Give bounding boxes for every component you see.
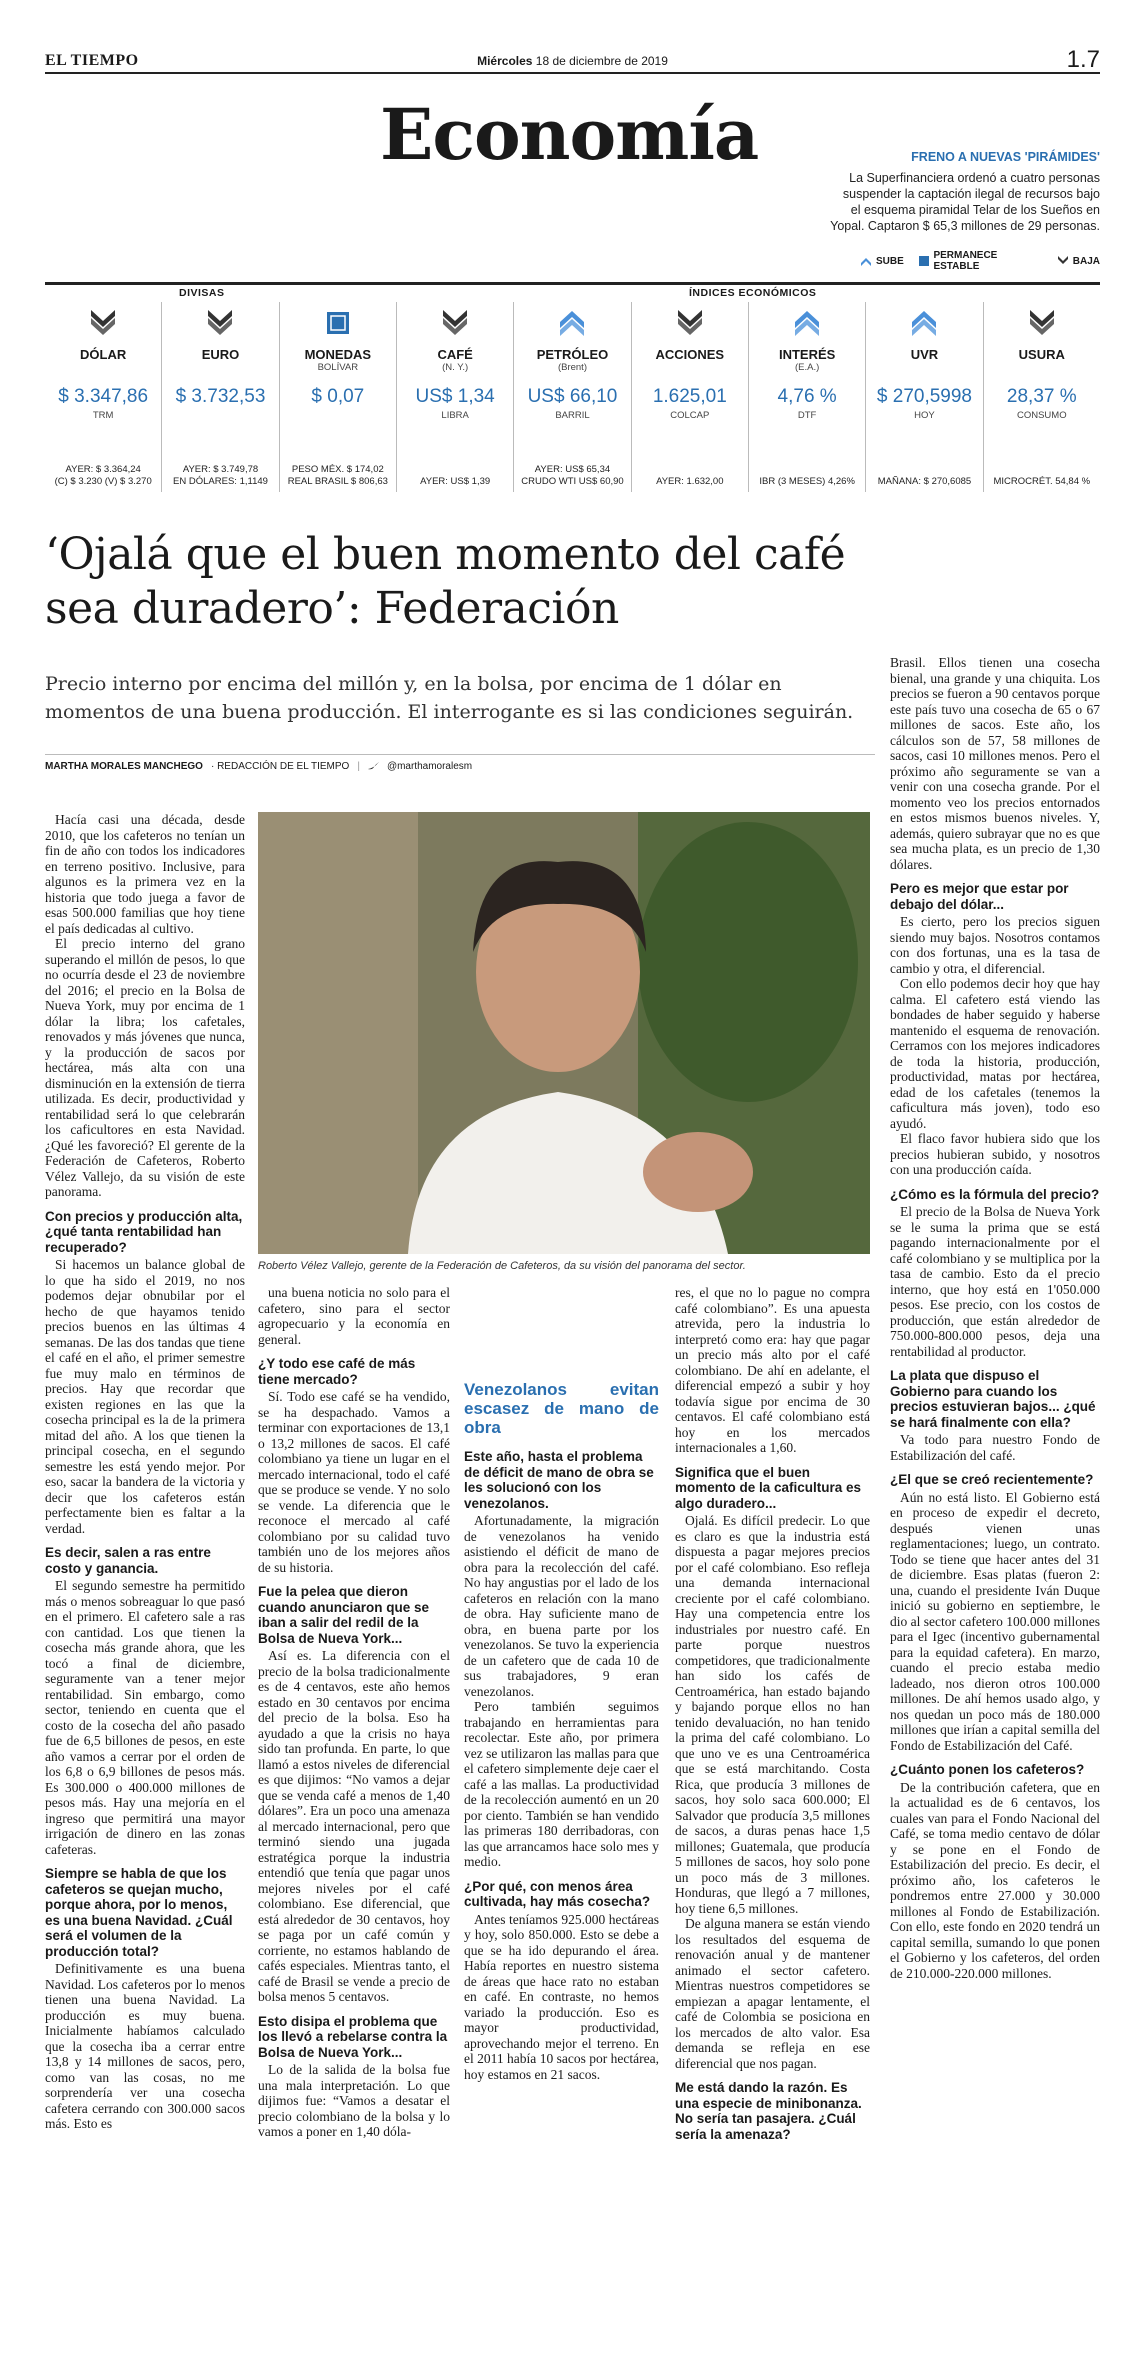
indicator-3 xyxy=(397,302,514,492)
interview-question: Siempre se habla de que los cafeteros se quejan mucho, porque ahora, por lo menos, es una buena Navidad. ¿Cuál será el volumen de la producción total? xyxy=(45,1866,233,1959)
body-paragraph: De la contribución cafetera, que en la actualidad es de 6 centavos, los cuales van para el Fondo Nacional del Café, se toma medio centavo de dólar y se pone en el Fondo de Estabilización del precio. Es decir, el próximo año, los cafeteros le pondremos entre 27.000 y 30.000 millones al Fondo de Estabilización. Con ello, este fondo en 2020 tendrá un capital semilla, sumando lo que ponen el Gobierno y los cafeteros, del orden de 210.000-220.000 millones. xyxy=(890,1779,1100,1981)
indicator-unit: DTF xyxy=(797,410,817,421)
indicator-subtitle xyxy=(632,362,748,374)
indicator-foot-line: MICROCRÉT. 54,84 % xyxy=(993,476,1091,487)
indicator-value: 1.625,01 xyxy=(652,386,727,407)
body-paragraph: Ojalá. Es difícil predecir. Lo que es claro es que la industria está dispuesta a pagar mejores precios por el café colombiano. Eso refleja una demanda internacional creciente por el café colombiano. Hay una competencia entre los industriales por nuestro café. En parte porque nuestros competidores, que tradicionalmente han sido los cafés de Centroamérica, han estado bajando y bajando porque ellos no han tenido devaluación, no han tenido la prima del café colombiano. Lo que uno ve es una Centroamérica que se está marchitando. Costa Rica, que producía 3 millones de sacos, hoy solo saca 600.000; El Salvador que producía 3,5 millones de sacos, a duras penas hace 1,5 millones; Guatemala, que producía 5 millones de sacos, hoy solo pone un poco más de 3 millones. Honduras, que llegó a 7 millones, hoy tiene 6,5 millones. xyxy=(675,1513,870,1916)
byline-author: MARTHA MORALES MANCHEGO xyxy=(45,761,203,772)
body-paragraph: Es cierto, pero los precios siguen siendo muy bajos. Nosotros contamos con dos fortunas, una es la tasa de cambio y otra, el diferencial. xyxy=(890,914,1100,976)
indicator-foot-line: AYER: $ 3.749,78 xyxy=(182,464,259,475)
indicator-unit: COLCAP xyxy=(670,410,710,421)
interview-question: Fue la pelea que dieron cuando anunciaron que se iban a salir del redil de la Bolsa de Nueva York... xyxy=(258,1584,430,1646)
indicator-foot-line: REAL BRASIL $ 806,63 xyxy=(287,476,388,487)
article-column-1 xyxy=(45,812,245,2132)
news-brief xyxy=(830,150,1100,234)
twitter-icon xyxy=(368,761,379,771)
interview-question: Este año, hasta el problema de déficit de mano de obra se les solucionó con los venezolanos. xyxy=(464,1449,654,1511)
page-date xyxy=(45,54,1100,68)
indicator-name: USURA xyxy=(1018,347,1065,362)
body-paragraph: Va todo para nuestro Fondo de Estabilización del café. xyxy=(890,1432,1100,1463)
indicator-value: 28,37 % xyxy=(1006,386,1077,407)
indicator-value: $ 3.347,86 xyxy=(58,386,149,407)
article-column-5 xyxy=(890,655,1100,1981)
indicator-5 xyxy=(632,302,749,492)
indicator-name: INTERÉS xyxy=(778,347,836,362)
body-paragraph: El segundo semestre ha permitido más o menos sobreaguar lo que pasó en el primero. El cafetero sale a ras con cantidad. Los que tienen la cosecha más grande ahora, que les tocó a final de diciembre, seguramente van a tener mejor rentabilidad. Sin embargo, como sector, teniendo en cuenta que el costo de la cosecha del año pasado fue de 6,5 billones de pesos, en este año vamos a cerrar por el orden de los 6,8 o 6,9 billones de pesos más. Es 300.000 o 400.000 millones de pesos más. Hay una mejoría en el ingreso que permitirá una mayor irrigación de dinero en las zonas cafeteras. xyxy=(45,1578,245,1857)
body-paragraph: Antes teníamos 925.000 hectáreas y hoy, solo 850.000. Esto se debe a que se ha ido depurando el área. Había reportes en nuestro sistema de áreas que hace rato no estaban en café. En contraste, no hemos variado la producción. Eso es mayor productividad, aprovechando mejor el terreno. En el 2011 había 10 sacos por hectárea, hoy estamos en 21 sacos. xyxy=(464,1911,659,2082)
indicator-name: CAFÉ xyxy=(437,347,473,362)
indicator-value: US$ 66,10 xyxy=(527,386,618,407)
interview-question: ¿Cómo es la fórmula del precio? xyxy=(890,1186,1100,1202)
indicator-unit: CONSUMO xyxy=(1016,410,1067,421)
interview-question: Es decir, salen a ras entre costo y ganancia. xyxy=(45,1545,211,1576)
legend-up: SUBE xyxy=(860,250,904,272)
brief-title: FRENO A NUEVAS 'PIRÁMIDES' xyxy=(911,150,1100,164)
indicator-foot-line: AYER: $ 3.364,24 xyxy=(65,464,141,475)
arrow-up-icon xyxy=(793,308,821,338)
body-paragraph: Aún no está listo. El Gobierno está en proceso de expedir el decreto, después vienen unas reglamentaciones; luego, un contrato. Todo se tiene que hacer antes del 31 de diciembre. Esas platas (fueron 2: una, cuando el presidente Iván Duque inició su gobierno en septiembre, le dio al sector cafetero 100.000 millones para el Igec (incentivo gubernamental para la equidad cafetera). En marzo, cuando el precio estaba medio ladeado, nos dieron otros 100.000 millones. De ahí hemos usado algo, y nos quedan un poco más de 180.000 millones que irían a capital semilla del Fondo de Estabilización del Café. xyxy=(890,1489,1100,1753)
interview-photo xyxy=(258,812,870,1254)
interview-question: Significa que el buen momento de la caficultura es algo duradero... xyxy=(675,1464,862,1511)
indicator-subtitle: (E.A.) xyxy=(794,362,820,373)
indicator-subtitle xyxy=(162,362,278,374)
indicator-footnote xyxy=(988,476,1096,488)
interview-question: Me está dando la razón. Es una especie de minibonanza. No sería tan pasajera. ¿Cuál sería la amenaza? xyxy=(675,2080,862,2142)
legend-stable: PERMANECE ESTABLE xyxy=(918,250,1043,272)
indicator-row xyxy=(45,302,1100,492)
brief-body: La Superfinanciera ordenó a cuatro personas suspender la captación ilegal de recursos bajo el esquema piramidal Telar de los Sueños en Yopal. Captaron $ 65,3 millones de 29 personas. xyxy=(830,171,1100,233)
photo-caption: Roberto Vélez Vallejo, gerente de la Federación de Cafeteros, da su visión del panorama del sector. xyxy=(258,1260,746,1272)
indicator-unit: LIBRA xyxy=(441,410,469,421)
section-title: Economía xyxy=(380,93,759,176)
masthead xyxy=(45,46,1100,74)
indicator-footnote xyxy=(166,464,274,488)
indicator-footnote xyxy=(870,476,978,488)
body-paragraph: Brasil. Ellos tienen una cosecha bienal, una grande y una chiquita. Los precios se fueron a 90 centavos porque este país tuvo una cosecha de 65 o 67 millones de sacos. Este año, los cálculos son de 57, 58 millones de sacos, casi 10 millones menos. Pero el próximo año seguramente se van a venir con una cosecha grande. Por el momento veo los precios entornados en estos mismos buenos niveles. Y, además, quiero subrayar que no es que sea mucha plata, es un precio de 1,30 dólares. xyxy=(890,655,1100,872)
indicator-foot-line: CRUDO WTI US$ 60,90 xyxy=(521,476,624,487)
indices-heading: ÍNDICES ECONÓMICOS xyxy=(683,287,822,299)
trend-legend xyxy=(860,250,1100,272)
interview-question: La plata que dispuso el Gobierno para cuando los precios estuvieran bajos... ¿qué se hará finalmente con ella? xyxy=(890,1368,1096,1430)
arrow-down-icon xyxy=(441,308,469,338)
indicator-value: US$ 1,34 xyxy=(415,386,495,407)
indicator-unit: BARRIL xyxy=(555,410,590,421)
article-column-2 xyxy=(258,1285,450,2140)
body-paragraph: res, el que no lo pague no compra café colombiano”. Es una apuesta atrevida, pero la industria lo interpretó como era: hay que pagar un precio más alto por el café colombiano. De ahí en adelante, el diferencial empezó a subir y hoy todavía sigue por encima de 30 centavos. El café colombiano está hoy en los mercados internacionales a 1,60. xyxy=(675,1285,870,1455)
indicator-value: $ 270,5998 xyxy=(876,386,972,407)
indicator-foot-line: MAÑANA: $ 270,6085 xyxy=(877,476,972,487)
indicator-subtitle xyxy=(866,362,982,374)
indicator-7 xyxy=(866,302,983,492)
arrow-down-icon xyxy=(1028,308,1056,338)
indicator-name: UVR xyxy=(910,347,939,362)
article-column-3 xyxy=(464,1380,659,2082)
indicator-name: DÓLAR xyxy=(80,347,127,362)
article-headline: ‘Ojalá que el buen momento del café sea duradero’: Federación xyxy=(45,529,846,634)
interview-question: ¿Por qué, con menos área cultivada, hay más cosecha? xyxy=(464,1878,651,1909)
indicator-foot-line: AYER: US$ 1,39 xyxy=(420,476,491,487)
interview-question: Esto disipa el problema que los llevó a rebelarse contra la Bolsa de Nueva York... xyxy=(258,2013,448,2060)
indicator-subtitle xyxy=(45,362,161,374)
interview-question: ¿El que se creó recientemente? xyxy=(890,1472,1094,1487)
body-paragraph: El precio de la Bolsa de Nueva York se le suma la prima que se está pagando internacionalmente por el café colombiano y se multiplica por la tasa de cambio. Esto da el precio interno, que hoy está en 1'050.000 pesos. Ese precio, con los costos de producción, que están alrededor de 750.000-800.000 pesos, deja una rentabilidad al productor. xyxy=(890,1204,1100,1359)
indicator-unit: HOY xyxy=(914,410,935,421)
byline-handle: @marthamoralesm xyxy=(386,761,473,772)
body-paragraph: una buena noticia no solo para el cafetero, sino para el sector agropecuario y la economía en general. xyxy=(258,1285,450,1347)
indicator-footnote xyxy=(401,476,509,488)
body-paragraph: Si hacemos un balance global de lo que ha sido el 2019, no nos podemos dejar obnubilar por el hecho de que hayamos tenido precios buenos en las últimas 4 semanas. De las dos tandas que tiene el café en el año, el primer semestre fue muy malo en términos de precios. Hay que recordar que existen regiones en las que la cosecha principal es la de la primera mitad del año. A los que tienen la principal cosecha, en el segundo semestre les está yendo mejor. Por eso, sacar la bandera de la victoria y decir que los cafeteros están perfectamente bien es faltar a la verdad. xyxy=(45,1257,245,1536)
indicator-4 xyxy=(514,302,631,492)
arrow-up-icon xyxy=(558,308,586,338)
indicator-footnote xyxy=(636,476,744,488)
indicator-subtitle xyxy=(984,362,1100,374)
indicator-value: $ 0,07 xyxy=(311,386,365,407)
indicator-foot-line: (C) $ 3.230 (V) $ 3.270 xyxy=(54,476,152,487)
indicator-0 xyxy=(45,302,162,492)
body-paragraph: Sí. Todo ese café se ha vendido, se ha despachado. Vamos a terminar con exportaciones de 13,1 o 13,2 millones de sacos. El café colombiano ya tiene un lugar en el mercado internacional, todo el café que se produce se vende. Y no solo se vende. La diferencia que le reconoce el mercado al café colombiano por su calidad tuvo también uno de los mejores años de su historia. xyxy=(258,1389,450,1575)
indicator-footnote xyxy=(284,464,392,488)
interview-question: ¿Y todo ese café de más tiene mercado? xyxy=(258,1356,416,1387)
indicator-footnote xyxy=(753,476,861,488)
page-number: 1.7 xyxy=(1066,46,1100,73)
body-paragraph: Afortunadamente, la migración de venezolanos ha venido asistiendo el déficit de mano de obra para la recolección del café. No hay angustias por el lado de los cafeteros en relación con la mano de obra. Hay suficiente mano de obra, en buena parte por los venezolanos. Se tuvo la experiencia de un cafetero que de cada 10 de sus trabajadores, 9 eran venezolanos. xyxy=(464,1513,659,1699)
date-day: Miércoles xyxy=(477,54,533,68)
body-paragraph: De alguna manera se están viendo los resultados del esquema de renovación anual y de mantener animado el sector cafetero. Mientras nuestros competidores se empiezan a apagar lentamente, el café de Colombia se posiciona en los mercados de alto valor. Esa demanda se refleja en ese diferencial que nos pagan. xyxy=(675,1916,870,2071)
body-paragraph: El precio interno del grano superando el millón de pesos, lo que no ocurría desde el 23 de noviembre del 2016; el precio en la Bolsa de Nueva York, muy por encima de 1 dólar la libra; los cafetales, renovados y más jóvenes que nunca, y la producción de sacos por hectárea, más alta con una disminución en la extensión de tierra utilizada. Es decir, productividad y rentabilidad será lo que celebrarán los caficultores en esta Navidad. ¿Qué les favoreció? El gerente de la Federación de Cafeteros, Roberto Vélez Vallejo, da su visión de este panorama. xyxy=(45,936,245,1199)
byline-outlet: · REDACCIÓN DE EL TIEMPO xyxy=(210,761,350,772)
arrow-down-icon xyxy=(206,308,234,338)
indicator-foot-line: EN DÓLARES: 1,1149 xyxy=(173,476,268,487)
interview-question: ¿Cuánto ponen los cafeteros? xyxy=(890,1762,1085,1777)
indicator-6 xyxy=(749,302,866,492)
indicator-name: MONEDAS xyxy=(304,347,372,362)
arrow-down-icon xyxy=(676,308,704,338)
indicator-foot-line: AYER: US$ 65,34 xyxy=(534,464,611,475)
body-paragraph: Así es. La diferencia con el precio de la bolsa tradicionalmente es de 4 centavos, este año hemos estado en 30 centavos por encima del precio de la bolsa. Eso ha ayudado a que la crisis no haya sido tan profunda. En parte, lo que llamó a estos niveles de diferencial es que dijimos: “No vamos a dejar que se venda café a menos de 1,40 dólares”. Era un poco una amenaza al mercado internacional, pero que terminó siendo una jugada estratégica porque la industria entendió que tenía que pagar unos mejores niveles por el café colombiano. Ese diferencial, que está alrededor de 30 centavos, hoy se paga por un café común y corriente, no estamos hablando de cafés especiales. Mientras tanto, el café de Brasil se vende a precio de bolsa menos 5 centavos. xyxy=(258,1648,450,2004)
body-paragraph: El flaco favor hubiera sido que los precios hubieran subido, y nosotros con una producción caída. xyxy=(890,1131,1100,1177)
indicator-foot-line: IBR (3 MESES) 4,26% xyxy=(759,476,855,487)
indicator-foot-line: AYER: 1.632,00 xyxy=(656,476,724,487)
article-deck: Precio interno por encima del millón y, en la bolsa, por encima de 1 dólar en momentos de una buena producción. El interrogante es si las condiciones seguirán. xyxy=(45,673,854,723)
divisas-heading: DIVISAS xyxy=(173,287,231,299)
indicator-1 xyxy=(162,302,279,492)
article-column-4 xyxy=(675,1285,870,2144)
indicator-footnote xyxy=(49,464,157,488)
arrow-up-icon xyxy=(910,308,938,338)
indicator-value: 4,76 % xyxy=(777,386,837,407)
indicator-name: EURO xyxy=(201,347,240,362)
indicator-foot-line: PESO MÉX. $ 174,02 xyxy=(291,464,384,475)
indicator-name: PETRÓLEO xyxy=(536,347,609,362)
arrow-down-icon xyxy=(89,308,117,338)
body-paragraph: Con ello podemos decir hoy que hay calma. El cafetero está viendo las bondades de haber seguido y haberse mantenido el esquema de renovación. Cerramos con los mejores indicadores de toda la historia, producción, productividad, matas por hectárea, edad de los cafetales (tenemos la caficultura más joven), todo eso ayudó. xyxy=(890,976,1100,1131)
interview-question: Pero es mejor que estar por debajo del dólar... xyxy=(890,881,1069,912)
indicator-unit: TRM xyxy=(92,410,114,421)
body-paragraph: Definitivamente es una buena Navidad. Los cafeteros por lo menos tienen una buena Navidad. La producción es muy buena. Inicialmente habíamos calculado que la cosecha iba a cerrar entre 13,8 y 14 millones de sacos, pero, como van las cosas, no me sorprendería ver una cosecha cafetera cerrando con 300.000 sacos más. Esto es xyxy=(45,1961,245,2131)
legend-down: BAJA xyxy=(1057,250,1100,272)
body-paragraph: Pero también seguimos trabajando en herramientas para recolectar. Este año, por primera vez se utilizaron las mallas para que el cafetero simplemente deje caer el café a las mallas. La productividad de la recolección aumentó en un 20 por ciento. También se han vendido las primeras 180 derribadoras, con las que arrancamos hace solo mes y medio. xyxy=(464,1699,659,1869)
sidebar-title: Venezolanos evitan escasez de mano de obra xyxy=(464,1380,659,1437)
interview-question: Con precios y producción alta, ¿qué tanta rentabilidad han recuperado? xyxy=(45,1208,243,1255)
indicator-name: ACCIONES xyxy=(655,347,725,362)
body-paragraph: Hacía casi una década, desde 2010, que los cafeteros no tenían un fin de año con todos los indicadores en terreno positivo. Inclusive, para algunos es la primera vez en la historia que todo juega a favor de esas 500.000 familias que hoy tiene el país dedicadas al cultivo. xyxy=(45,812,245,936)
indicator-2 xyxy=(280,302,397,492)
indicator-subtitle: BOLÍVAR xyxy=(317,362,359,373)
body-paragraph: Lo de la salida de la bolsa fue una mala interpretación. Lo que dijimos fue: “Vamos a desatar el precio colombiano de la bolsa y lo vamos a poner en 1,40 dóla- xyxy=(258,2062,450,2139)
square-icon xyxy=(918,255,930,267)
indicator-8 xyxy=(984,302,1100,492)
economic-indicators xyxy=(45,282,1100,492)
byline: MARTHA MORALES MANCHEGO · REDACCIÓN DE EL TIEMPO | @marthamoralesm xyxy=(45,754,875,772)
date-rest: 18 de diciembre de 2019 xyxy=(535,54,668,68)
arrow-down-icon xyxy=(1057,255,1069,267)
indicator-value: $ 3.732,53 xyxy=(175,386,266,407)
indicator-subtitle: (Brent) xyxy=(557,362,587,373)
arrow-up-icon xyxy=(860,255,872,267)
indicator-subtitle: (N. Y.) xyxy=(442,362,469,373)
indicator-footnote xyxy=(518,464,626,488)
square-icon xyxy=(324,308,352,338)
brand-name: EL TIEMPO xyxy=(45,52,139,69)
